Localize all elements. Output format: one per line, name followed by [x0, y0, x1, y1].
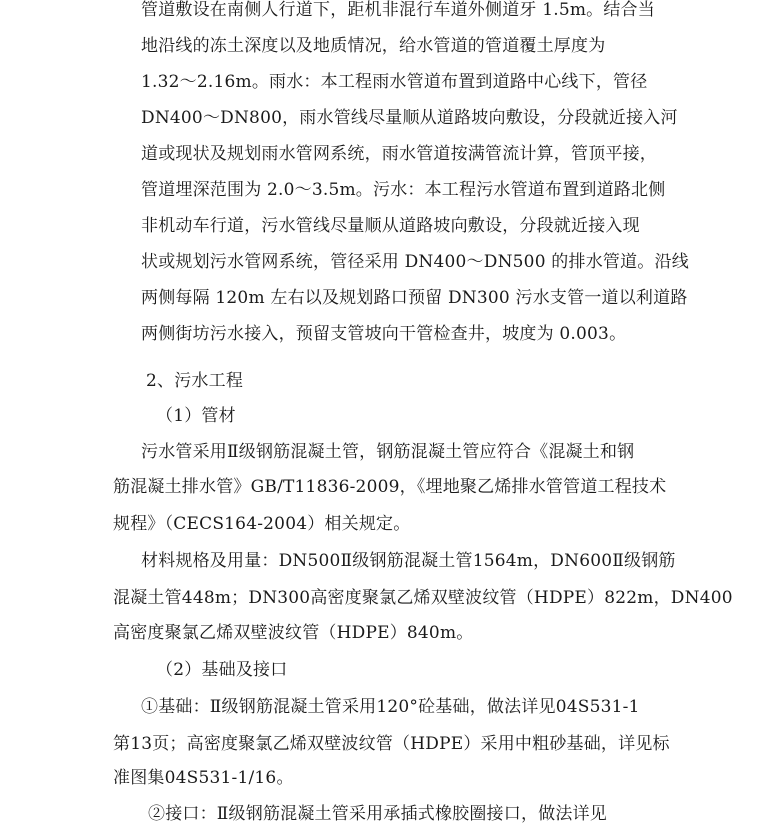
text-line: 高密度聚氯乙烯双壁波纹管（HDPE）840m。 [113, 623, 474, 643]
subsection-heading-foundation: （2）基础及接口 [156, 660, 288, 680]
text-line: 筋混凝土排水管》GB/T11836-2009，《埋地聚乙烯排水管管道工程技术 [113, 477, 667, 497]
text-line: 污水管采用Ⅱ级钢筋混凝土管，钢筋混凝土管应符合《混凝土和钢 [141, 442, 635, 462]
text-line: 管道敷设在南侧人行道下，距机非混行车道外侧道牙 1.5m。结合当 [141, 0, 655, 20]
text-line: 准图集04S531-1/16。 [113, 768, 294, 788]
text-line: ②接口：Ⅱ级钢筋混凝土管采用承插式橡胶圈接口，做法详见 [148, 804, 607, 824]
text-line: DN400～DN800，雨水管线尽量顺从道路坡向敷设，分段就近接入河 [141, 108, 678, 128]
text-line: 第13页；高密度聚氯乙烯双壁波纹管（HDPE）采用中粗砂基础，详见标 [113, 734, 670, 754]
text-line: 混凝土管448m；DN300高密度聚氯乙烯双壁波纹管（HDPE）822m，DN400 [113, 588, 733, 608]
text-line: 规程》（CECS164-2004）相关规定。 [113, 514, 411, 534]
text-line: 材料规格及用量：DN500Ⅱ级钢筋混凝土管1564m，DN600Ⅱ级钢筋 [141, 551, 676, 571]
text-line: 状或规划污水管网系统，管径采用 DN400～DN500 的排水管道。沿线 [141, 252, 689, 272]
text-line: 1.32～2.16m。雨水：本工程雨水管道布置到道路中心线下，管径 [141, 72, 648, 92]
text-line: 两侧每隔 120m 左右以及规划路口预留 DN300 污水支管一道以利道路 [141, 288, 688, 308]
text-line: 地沿线的冻土深度以及地质情况，给水管道的管道覆土厚度为 [141, 36, 606, 56]
section-heading: 2、污水工程 [146, 371, 244, 391]
text-line: 非机动车行道，污水管线尽量顺从道路坡向敷设，分段就近接入现 [141, 216, 640, 236]
text-line: 管道埋深范围为 2.0～3.5m。污水：本工程污水管道布置到道路北侧 [141, 180, 666, 200]
text-line: 道或现状及规划雨水管网系统，雨水管道按满管流计算，管顶平接， [141, 144, 657, 164]
text-line: ①基础：Ⅱ级钢筋混凝土管采用120°砼基础，做法详见04S531-1 [141, 697, 640, 717]
subsection-heading-pipe: （1）管材 [156, 406, 236, 426]
text-line: 两侧街坊污水接入，预留支管坡向干管检查井，坡度为 0.003。 [141, 324, 627, 344]
